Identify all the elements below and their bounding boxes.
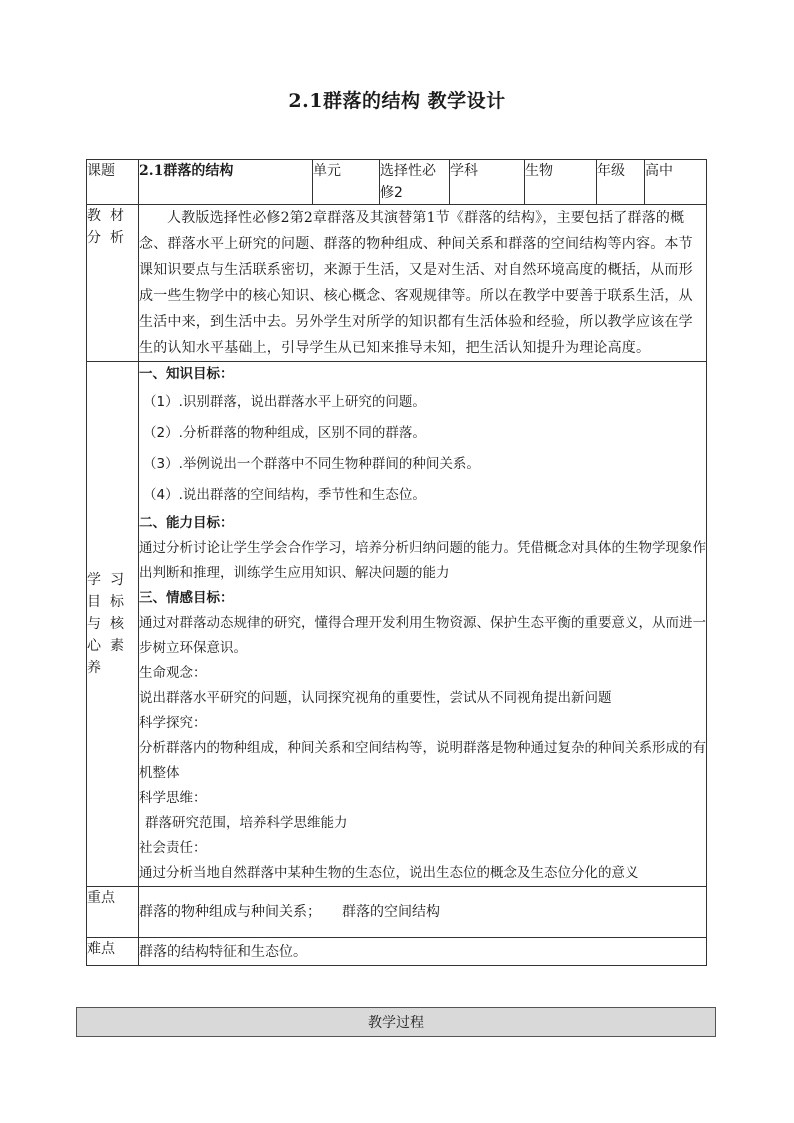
topic-value: 2.1群落的结构 <box>139 160 313 205</box>
goals-row <box>87 362 707 887</box>
inquiry-heading: 科学探究： <box>139 715 207 731</box>
difficulties-text: 群落的结构特征和生态位。 <box>139 938 707 966</box>
inquiry-text: 分析群落内的物种组成，种间关系和空间结构等，说明群落是物种通过复杂的种间关系形成的有机整体 <box>139 740 706 781</box>
subject-value: 生物 <box>525 160 597 205</box>
grade-value: 高中 <box>645 160 707 205</box>
life-text: 说出群落水平研究的问题，认同探究视角的重要性，尝试从不同视角提出新问题 <box>139 690 612 706</box>
subject-label: 学科 <box>450 160 525 205</box>
difficulties-row <box>87 938 707 966</box>
knowledge-heading: 一、知识目标： <box>139 366 234 382</box>
thinking-text: 群落研究范围，培养科学思维能力 <box>145 815 348 831</box>
grade-label: 年级 <box>597 160 645 205</box>
key-points-label: 重点 <box>87 887 139 938</box>
unit-label: 单元 <box>313 160 380 205</box>
responsibility-heading: 社会责任： <box>139 840 207 856</box>
goals-label: 学习目标与核心素养 <box>87 362 139 887</box>
responsibility-text: 通过分析当地自然群落中某种生物的生态位，说出生态位的概念及生态位分化的意义 <box>139 865 639 881</box>
teaching-process-header: 教学过程 <box>76 1007 716 1037</box>
topic-label: 课题 <box>87 160 139 205</box>
knowledge-item: （2）.分析群落的物种组成，区别不同的群落。 <box>143 425 426 441</box>
knowledge-item: （4）.说出群落的空间结构，季节性和生态位。 <box>143 487 426 503</box>
ability-text: 通过分析讨论让学生学会合作学习，培养分析归纳问题的能力。凭借概念对具体的生物学现象作出判断和推理，训练学生应用知识、解决问题的能力 <box>139 540 706 581</box>
knowledge-item: （3）.举例说出一个群落中不同生物种群间的种间关系。 <box>143 456 480 472</box>
difficulties-label: 难点 <box>87 938 139 966</box>
key-points-text: 群落的物种组成与种间关系； 群落的空间结构 <box>139 887 707 938</box>
knowledge-item: （1）.识别群落，说出群落水平上研究的问题。 <box>143 394 426 410</box>
unit-value: 选择性必修2 <box>380 160 450 205</box>
key-points-row <box>87 887 707 938</box>
emotion-text: 通过对群落动态规律的研究，懂得合理开发利用生物资源、保护生态平衡的重要意义，从而进一步树立环保意识。 <box>139 615 706 656</box>
analysis-row <box>87 205 707 362</box>
emotion-heading: 三、情感目标： <box>139 590 234 606</box>
page-title: 2.1群落的结构 教学设计 <box>288 90 506 112</box>
lesson-plan-table <box>86 159 707 966</box>
analysis-text: 人教版选择性必修2第2章群落及其演替第1节《群落的结构》，主要包括了群落的概念、群落水平上研究的问题、群落的物种组成、种间关系和群落的空间结构等内容。本节课知识要点与生活联系密切，来源于生活，又是对生活、对自然环境高度的概括，从而形成一些生物学中的核心知识、核心概念、客观规律等。所以在教学中要善于联系生活，从生活中来，到生活中去。另外学生对所学的知识都有生活体验和经验，所以教学应该在学生的认知水平基础上，引导学生从已知来推导未知，把生活认知提升为理论高度。 <box>139 205 707 362</box>
life-heading: 生命观念： <box>139 665 207 681</box>
thinking-heading: 科学思维： <box>139 790 207 806</box>
analysis-label: 教材分析 <box>87 205 139 362</box>
header-row <box>87 160 707 205</box>
goals-cell <box>139 362 707 887</box>
ability-heading: 二、能力目标： <box>139 515 234 531</box>
